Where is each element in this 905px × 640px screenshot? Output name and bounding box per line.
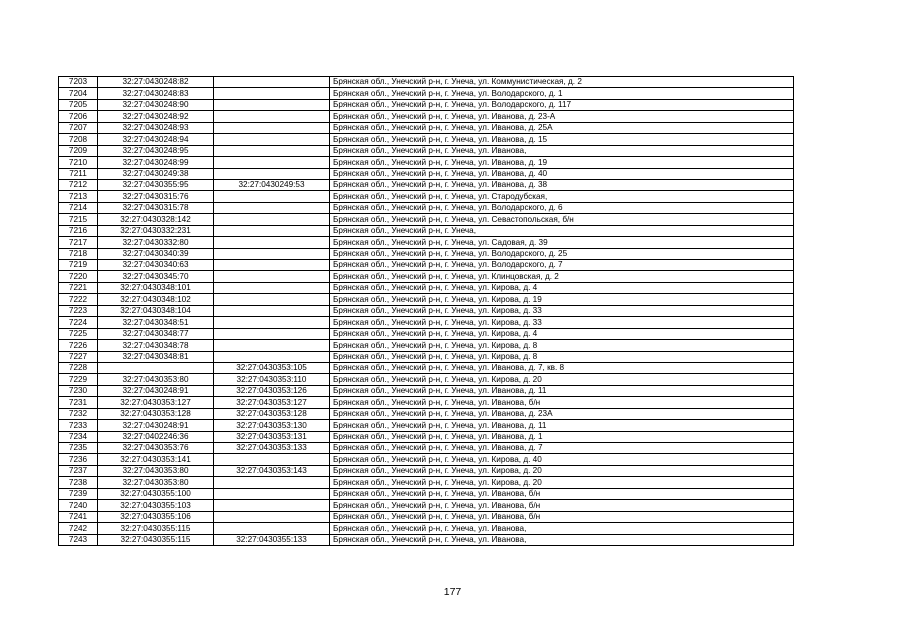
address-cell: Брянская обл., Унечский р-н, г. Унеча, ул. Иванова, б/н bbox=[330, 511, 794, 522]
cadastral-number-cell bbox=[98, 362, 214, 373]
cadastral-number-cell: 32:27:0430249:38 bbox=[98, 168, 214, 179]
table-row bbox=[59, 465, 794, 476]
row-number-cell: 7233 bbox=[59, 420, 98, 431]
related-cadastral-number-cell bbox=[214, 477, 330, 488]
row-number-cell: 7211 bbox=[59, 168, 98, 179]
row-number-cell: 7221 bbox=[59, 282, 98, 293]
cadastral-number-cell: 32:27:0430248:82 bbox=[98, 77, 214, 88]
table-row bbox=[59, 111, 794, 122]
row-number-cell: 7214 bbox=[59, 202, 98, 213]
table-row bbox=[59, 168, 794, 179]
row-number-cell: 7243 bbox=[59, 534, 98, 545]
address-cell: Брянская обл., Унечский р-н, г. Унеча, ул. Володарского, д. 7 bbox=[330, 260, 794, 271]
address-cell: Брянская обл., Унечский р-н, г. Унеча, ул. Иванова, д. 40 bbox=[330, 168, 794, 179]
address-cell: Брянская обл., Унечский р-н, г. Унеча, ул. Стародубская, bbox=[330, 191, 794, 202]
table-row bbox=[59, 362, 794, 373]
table-row bbox=[59, 431, 794, 442]
related-cadastral-number-cell: 32:27:0430353:130 bbox=[214, 420, 330, 431]
related-cadastral-number-cell bbox=[214, 111, 330, 122]
table-row bbox=[59, 145, 794, 156]
table-row bbox=[59, 305, 794, 316]
address-cell: Брянская обл., Унечский р-н, г. Унеча, ул. Садовая, д. 39 bbox=[330, 237, 794, 248]
row-number-cell: 7226 bbox=[59, 340, 98, 351]
address-cell: Брянская обл., Унечский р-н, г. Унеча, ул. Кирова, д. 20 bbox=[330, 374, 794, 385]
row-number-cell: 7207 bbox=[59, 122, 98, 133]
row-number-cell: 7213 bbox=[59, 191, 98, 202]
related-cadastral-number-cell bbox=[214, 202, 330, 213]
row-number-cell: 7220 bbox=[59, 271, 98, 282]
related-cadastral-number-cell: 32:27:0430353:126 bbox=[214, 385, 330, 396]
table-row bbox=[59, 271, 794, 282]
related-cadastral-number-cell bbox=[214, 260, 330, 271]
address-cell: Брянская обл., Унечский р-н, г. Унеча, ул. Володарского, д. 25 bbox=[330, 248, 794, 259]
table-row bbox=[59, 397, 794, 408]
table-row bbox=[59, 523, 794, 534]
address-cell: Брянская обл., Унечский р-н, г. Унеча, ул. Иванова, б/н bbox=[330, 397, 794, 408]
row-number-cell: 7236 bbox=[59, 454, 98, 465]
table-row bbox=[59, 488, 794, 499]
related-cadastral-number-cell bbox=[214, 122, 330, 133]
related-cadastral-number-cell bbox=[214, 99, 330, 110]
related-cadastral-number-cell bbox=[214, 511, 330, 522]
row-number-cell: 7231 bbox=[59, 397, 98, 408]
related-cadastral-number-cell bbox=[214, 134, 330, 145]
registry-table-body bbox=[59, 77, 794, 546]
address-cell: Брянская обл., Унечский р-н, г. Унеча, ул. Иванова, bbox=[330, 145, 794, 156]
address-cell: Брянская обл., Унечский р-н, г. Унеча, ул. Клинцовская, д. 2 bbox=[330, 271, 794, 282]
related-cadastral-number-cell: 32:27:0430353:143 bbox=[214, 465, 330, 476]
cadastral-number-cell: 32:27:0430248:90 bbox=[98, 99, 214, 110]
cadastral-number-cell: 32:27:0430348:102 bbox=[98, 294, 214, 305]
cadastral-number-cell: 32:27:0430355:115 bbox=[98, 534, 214, 545]
table-row bbox=[59, 260, 794, 271]
row-number-cell: 7227 bbox=[59, 351, 98, 362]
cadastral-number-cell: 32:27:0430348:101 bbox=[98, 282, 214, 293]
table-row bbox=[59, 477, 794, 488]
address-cell: Брянская обл., Унечский р-н, г. Унеча, ул. Кирова, д. 33 bbox=[330, 317, 794, 328]
cadastral-number-cell: 32:27:0430353:141 bbox=[98, 454, 214, 465]
table-row bbox=[59, 328, 794, 339]
related-cadastral-number-cell: 32:27:0430249:53 bbox=[214, 179, 330, 190]
row-number-cell: 7242 bbox=[59, 523, 98, 534]
row-number-cell: 7238 bbox=[59, 477, 98, 488]
cadastral-number-cell: 32:27:0430332:231 bbox=[98, 225, 214, 236]
cadastral-number-cell: 32:27:0430355:115 bbox=[98, 523, 214, 534]
row-number-cell: 7235 bbox=[59, 443, 98, 454]
table-row bbox=[59, 122, 794, 133]
cadastral-number-cell: 32:27:0430248:91 bbox=[98, 385, 214, 396]
address-cell: Брянская обл., Унечский р-н, г. Унеча, ул. Иванова, д. 25А bbox=[330, 122, 794, 133]
address-cell: Брянская обл., Унечский р-н, г. Унеча, ул. Иванова, д. 38 bbox=[330, 179, 794, 190]
related-cadastral-number-cell bbox=[214, 271, 330, 282]
row-number-cell: 7241 bbox=[59, 511, 98, 522]
related-cadastral-number-cell: 32:27:0430353:110 bbox=[214, 374, 330, 385]
related-cadastral-number-cell bbox=[214, 488, 330, 499]
cadastral-number-cell: 32:27:0430248:93 bbox=[98, 122, 214, 133]
cadastral-number-cell: 32:27:0402246:36 bbox=[98, 431, 214, 442]
table-row bbox=[59, 420, 794, 431]
table-row bbox=[59, 134, 794, 145]
cadastral-number-cell: 32:27:0430248:92 bbox=[98, 111, 214, 122]
row-number-cell: 7225 bbox=[59, 328, 98, 339]
address-cell: Брянская обл., Унечский р-н, г. Унеча, ул. Кирова, д. 4 bbox=[330, 282, 794, 293]
row-number-cell: 7217 bbox=[59, 237, 98, 248]
related-cadastral-number-cell bbox=[214, 191, 330, 202]
address-cell: Брянская обл., Унечский р-н, г. Унеча, ул. Кирова, д. 20 bbox=[330, 465, 794, 476]
address-cell: Брянская обл., Унечский р-н, г. Унеча, ул. Коммунистическая, д. 2 bbox=[330, 77, 794, 88]
table-row bbox=[59, 202, 794, 213]
cadastral-number-cell: 32:27:0430353:80 bbox=[98, 465, 214, 476]
row-number-cell: 7237 bbox=[59, 465, 98, 476]
related-cadastral-number-cell: 32:27:0430355:133 bbox=[214, 534, 330, 545]
row-number-cell: 7219 bbox=[59, 260, 98, 271]
address-cell: Брянская обл., Унечский р-н, г. Унеча, ул. Иванова, bbox=[330, 523, 794, 534]
row-number-cell: 7230 bbox=[59, 385, 98, 396]
related-cadastral-number-cell bbox=[214, 351, 330, 362]
address-cell: Брянская обл., Унечский р-н, г. Унеча, ул. Иванова, д. 11 bbox=[330, 420, 794, 431]
row-number-cell: 7239 bbox=[59, 488, 98, 499]
table-row bbox=[59, 443, 794, 454]
cadastral-number-cell: 32:27:0430348:77 bbox=[98, 328, 214, 339]
address-cell: Брянская обл., Унечский р-н, г. Унеча, ул. Кирова, д. 40 bbox=[330, 454, 794, 465]
table-row bbox=[59, 500, 794, 511]
row-number-cell: 7204 bbox=[59, 88, 98, 99]
cadastral-number-cell: 32:27:0430315:78 bbox=[98, 202, 214, 213]
table-row bbox=[59, 99, 794, 110]
row-number-cell: 7240 bbox=[59, 500, 98, 511]
row-number-cell: 7209 bbox=[59, 145, 98, 156]
table-row bbox=[59, 374, 794, 385]
row-number-cell: 7208 bbox=[59, 134, 98, 145]
table-row bbox=[59, 248, 794, 259]
related-cadastral-number-cell bbox=[214, 225, 330, 236]
row-number-cell: 7215 bbox=[59, 214, 98, 225]
address-cell: Брянская обл., Унечский р-н, г. Унеча, ул. Володарского, д. 6 bbox=[330, 202, 794, 213]
row-number-cell: 7229 bbox=[59, 374, 98, 385]
address-cell: Брянская обл., Унечский р-н, г. Унеча, ул. Иванова, д. 11 bbox=[330, 385, 794, 396]
address-cell: Брянская обл., Унечский р-н, г. Унеча, ул. Кирова, д. 8 bbox=[330, 340, 794, 351]
cadastral-number-cell: 32:27:0430355:103 bbox=[98, 500, 214, 511]
cadastral-number-cell: 32:27:0430340:39 bbox=[98, 248, 214, 259]
cadastral-number-cell: 32:27:0430248:83 bbox=[98, 88, 214, 99]
row-number-cell: 7223 bbox=[59, 305, 98, 316]
cadastral-number-cell: 32:27:0430248:91 bbox=[98, 420, 214, 431]
cadastral-number-cell: 32:27:0430248:95 bbox=[98, 145, 214, 156]
row-number-cell: 7228 bbox=[59, 362, 98, 373]
table-row bbox=[59, 225, 794, 236]
related-cadastral-number-cell bbox=[214, 282, 330, 293]
address-cell: Брянская обл., Унечский р-н, г. Унеча, ул. Севастопольская, б/н bbox=[330, 214, 794, 225]
row-number-cell: 7218 bbox=[59, 248, 98, 259]
related-cadastral-number-cell bbox=[214, 214, 330, 225]
table-row bbox=[59, 408, 794, 419]
table-row bbox=[59, 454, 794, 465]
row-number-cell: 7222 bbox=[59, 294, 98, 305]
cadastral-number-cell: 32:27:0430353:80 bbox=[98, 374, 214, 385]
table-row bbox=[59, 511, 794, 522]
table-row bbox=[59, 351, 794, 362]
registry-table bbox=[58, 76, 794, 546]
table-row bbox=[59, 534, 794, 545]
cadastral-number-cell: 32:27:0430355:100 bbox=[98, 488, 214, 499]
related-cadastral-number-cell bbox=[214, 248, 330, 259]
cadastral-number-cell: 32:27:0430353:80 bbox=[98, 477, 214, 488]
address-cell: Брянская обл., Унечский р-н, г. Унеча, ул. Кирова, д. 8 bbox=[330, 351, 794, 362]
cadastral-number-cell: 32:27:0430355:95 bbox=[98, 179, 214, 190]
address-cell: Брянская обл., Унечский р-н, г. Унеча, ул. Иванова, bbox=[330, 534, 794, 545]
row-number-cell: 7212 bbox=[59, 179, 98, 190]
address-cell: Брянская обл., Унечский р-н, г. Унеча, ул. Кирова, д. 33 bbox=[330, 305, 794, 316]
cadastral-number-cell: 32:27:0430340:63 bbox=[98, 260, 214, 271]
address-cell: Брянская обл., Унечский р-н, г. Унеча, ул. Иванова, б/н bbox=[330, 488, 794, 499]
related-cadastral-number-cell bbox=[214, 454, 330, 465]
cadastral-number-cell: 32:27:0430353:127 bbox=[98, 397, 214, 408]
related-cadastral-number-cell bbox=[214, 317, 330, 328]
related-cadastral-number-cell bbox=[214, 294, 330, 305]
related-cadastral-number-cell: 32:27:0430353:131 bbox=[214, 431, 330, 442]
row-number-cell: 7205 bbox=[59, 99, 98, 110]
related-cadastral-number-cell: 32:27:0430353:105 bbox=[214, 362, 330, 373]
cadastral-number-cell: 32:27:0430353:128 bbox=[98, 408, 214, 419]
table-row bbox=[59, 237, 794, 248]
cadastral-number-cell: 32:27:0430355:106 bbox=[98, 511, 214, 522]
cadastral-number-cell: 32:27:0430348:78 bbox=[98, 340, 214, 351]
address-cell: Брянская обл., Унечский р-н, г. Унеча, ул. Кирова, д. 4 bbox=[330, 328, 794, 339]
table-row bbox=[59, 157, 794, 168]
related-cadastral-number-cell: 32:27:0430353:128 bbox=[214, 408, 330, 419]
table-row bbox=[59, 294, 794, 305]
address-cell: Брянская обл., Унечский р-н, г. Унеча, ул. Иванова, б/н bbox=[330, 500, 794, 511]
table-row bbox=[59, 191, 794, 202]
address-cell: Брянская обл., Унечский р-н, г. Унеча, ул. Кирова, д. 20 bbox=[330, 477, 794, 488]
address-cell: Брянская обл., Унечский р-н, г. Унеча, ул. Иванова, д. 23-А bbox=[330, 111, 794, 122]
cadastral-number-cell: 32:27:0430332:80 bbox=[98, 237, 214, 248]
related-cadastral-number-cell bbox=[214, 88, 330, 99]
table-row bbox=[59, 282, 794, 293]
row-number-cell: 7234 bbox=[59, 431, 98, 442]
address-cell: Брянская обл., Унечский р-н, г. Унеча, ул. Иванова, д. 23А bbox=[330, 408, 794, 419]
row-number-cell: 7210 bbox=[59, 157, 98, 168]
related-cadastral-number-cell bbox=[214, 157, 330, 168]
address-cell: Брянская обл., Унечский р-н, г. Унеча, bbox=[330, 225, 794, 236]
cadastral-number-cell: 32:27:0430348:104 bbox=[98, 305, 214, 316]
related-cadastral-number-cell bbox=[214, 500, 330, 511]
related-cadastral-number-cell bbox=[214, 237, 330, 248]
address-cell: Брянская обл., Унечский р-н, г. Унеча, ул. Володарского, д. 1 bbox=[330, 88, 794, 99]
cadastral-number-cell: 32:27:0430345:70 bbox=[98, 271, 214, 282]
address-cell: Брянская обл., Унечский р-н, г. Унеча, ул. Иванова, д. 7, кв. 8 bbox=[330, 362, 794, 373]
table-row bbox=[59, 317, 794, 328]
address-cell: Брянская обл., Унечский р-н, г. Унеча, ул. Володарского, д. 117 bbox=[330, 99, 794, 110]
row-number-cell: 7203 bbox=[59, 77, 98, 88]
table-row bbox=[59, 214, 794, 225]
row-number-cell: 7232 bbox=[59, 408, 98, 419]
cadastral-number-cell: 32:27:0430353:76 bbox=[98, 443, 214, 454]
related-cadastral-number-cell bbox=[214, 145, 330, 156]
related-cadastral-number-cell bbox=[214, 77, 330, 88]
table-row bbox=[59, 385, 794, 396]
row-number-cell: 7206 bbox=[59, 111, 98, 122]
cadastral-number-cell: 32:27:0430348:81 bbox=[98, 351, 214, 362]
address-cell: Брянская обл., Унечский р-н, г. Унеча, ул. Иванова, д. 1 bbox=[330, 431, 794, 442]
table-row bbox=[59, 77, 794, 88]
related-cadastral-number-cell bbox=[214, 523, 330, 534]
cadastral-number-cell: 32:27:0430348:51 bbox=[98, 317, 214, 328]
cadastral-number-cell: 32:27:0430248:99 bbox=[98, 157, 214, 168]
related-cadastral-number-cell bbox=[214, 340, 330, 351]
page-number: 177 bbox=[443, 586, 462, 598]
address-cell: Брянская обл., Унечский р-н, г. Унеча, ул. Иванова, д. 15 bbox=[330, 134, 794, 145]
related-cadastral-number-cell: 32:27:0430353:133 bbox=[214, 443, 330, 454]
address-cell: Брянская обл., Унечский р-н, г. Унеча, ул. Кирова, д. 19 bbox=[330, 294, 794, 305]
related-cadastral-number-cell: 32:27:0430353:127 bbox=[214, 397, 330, 408]
table-row bbox=[59, 340, 794, 351]
cadastral-number-cell: 32:27:0430328:142 bbox=[98, 214, 214, 225]
related-cadastral-number-cell bbox=[214, 328, 330, 339]
table-row bbox=[59, 179, 794, 190]
row-number-cell: 7216 bbox=[59, 225, 98, 236]
address-cell: Брянская обл., Унечский р-н, г. Унеча, ул. Иванова, д. 7 bbox=[330, 443, 794, 454]
related-cadastral-number-cell bbox=[214, 168, 330, 179]
cadastral-number-cell: 32:27:0430248:94 bbox=[98, 134, 214, 145]
cadastral-number-cell: 32:27:0430315:76 bbox=[98, 191, 214, 202]
table-row bbox=[59, 88, 794, 99]
related-cadastral-number-cell bbox=[214, 305, 330, 316]
row-number-cell: 7224 bbox=[59, 317, 98, 328]
address-cell: Брянская обл., Унечский р-н, г. Унеча, ул. Иванова, д. 19 bbox=[330, 157, 794, 168]
